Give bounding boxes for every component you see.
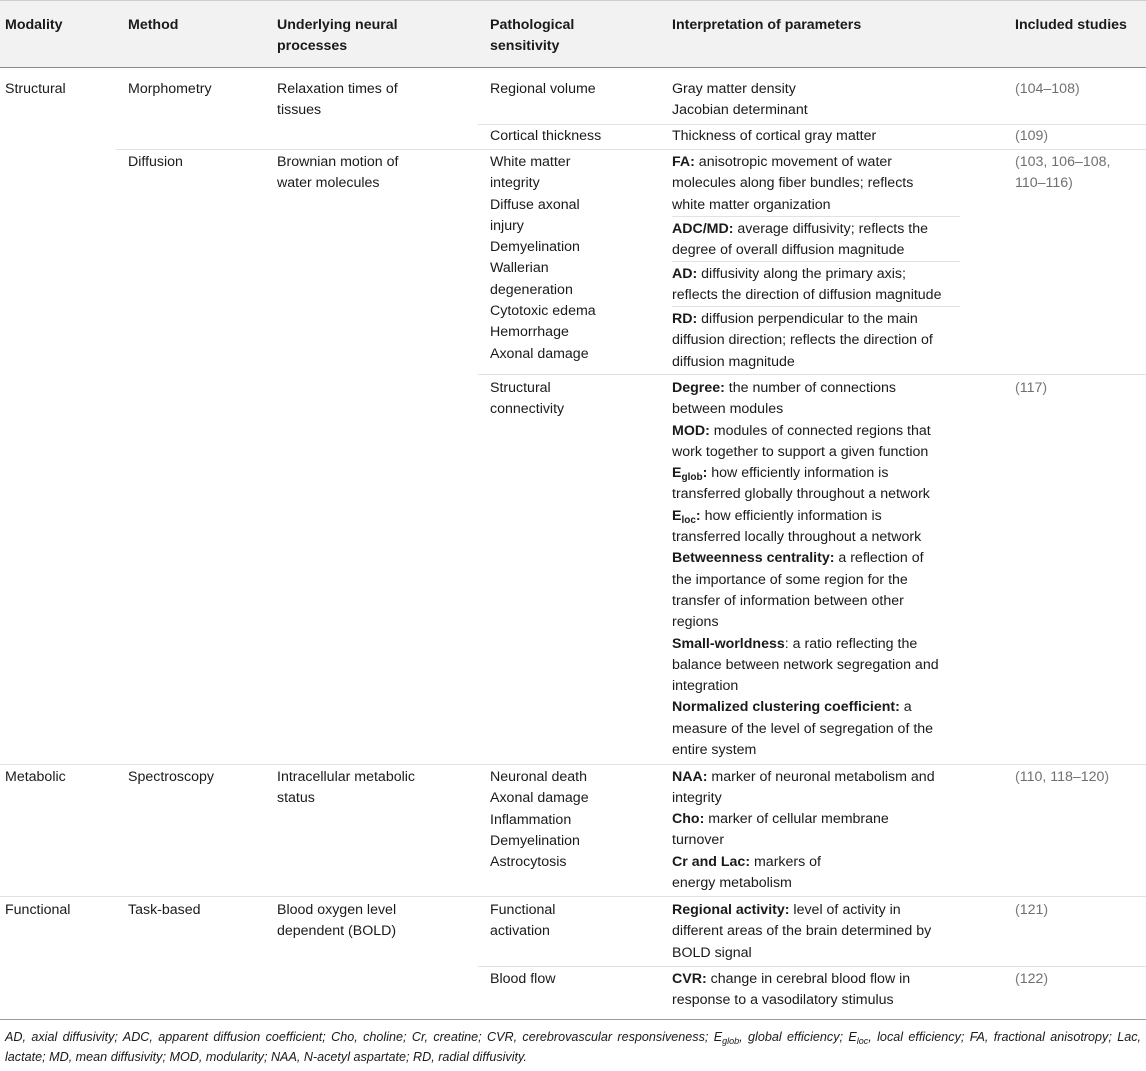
col-header-interpretation: Interpretation of parameters — [672, 17, 862, 33]
interp-cvr: CVR: change in cerebral blood flow in response to a vasodilatory stimulus — [672, 971, 911, 1009]
ref-link[interactable]: 104–108 — [1019, 81, 1075, 97]
sensitivity-diffusion-list: White matter integrity Diffuse axonal injury Demyelination Wallerian degeneration Cytotoxic edema Hemorrhage Axonal damage — [490, 154, 596, 362]
studies-row2: (109) — [1015, 128, 1049, 144]
interp-rd: RD: diffusion perpendicular to the main diffusion direction; reflects the direction of diffusion magnitude — [672, 311, 933, 370]
interp-adc-md: ADC/MD: average diffusivity; reflects the degree of overall diffusion magnitude — [672, 221, 928, 259]
interp-cortical-thickness: Thickness of cortical gray matter — [672, 128, 877, 144]
interp-ad: AD: diffusivity along the primary axis; reflects the direction of diffusion magnitude — [672, 266, 942, 304]
interp-connectivity: Degree: the number of connections between modules MOD: modules of connected regions that work together to support a given function $E_{glob}$: how efficiently information is transferred globally throughout a network $E_{loc}$: how efficiently information is transferred locally throughout a network Betweenness centrality: a reflection of the importance of some region for the transfer of information between other regions Small-worldness: a ratio reflecting the balance between network segregation and integration Normalized clustering coefficient: a measure of the level of segregation of the entire system — [672, 380, 939, 759]
col-header-method: Method — [128, 17, 179, 33]
ref-link[interactable]: 110, 118–120 — [1019, 769, 1105, 785]
interp-cr-lac: Cr and Lac: markers of energy metabolism — [672, 854, 821, 892]
sub-divider — [672, 261, 960, 262]
sensitivity-structural-connectivity: Structural connectivity — [490, 380, 565, 418]
table-header — [0, 0, 1146, 68]
sensitivity-cortical-thickness: Cortical thickness — [490, 128, 602, 144]
sensitivity-blood-flow: Blood flow — [490, 971, 556, 987]
row-divider — [116, 149, 1146, 150]
ref-link[interactable]: 109 — [1019, 128, 1044, 144]
ref-link[interactable]: 121 — [1019, 902, 1044, 918]
modality-structural: Structural — [5, 81, 66, 97]
row-divider — [478, 374, 1146, 375]
studies-row1: (104–108) — [1015, 81, 1080, 97]
process-morphometry: Relaxation times of tissues — [277, 81, 398, 119]
ref-link[interactable]: 117 — [1019, 380, 1043, 396]
sensitivity-metabolic-list: Neuronal death Axonal damage Inflammation Demyelination Astrocytosis — [490, 769, 589, 871]
method-spectroscopy: Spectroscopy — [128, 769, 214, 785]
modality-functional: Functional — [5, 902, 71, 918]
sub-divider — [672, 216, 960, 217]
table-bottom-rule — [0, 1019, 1146, 1020]
process-diffusion: Brownian motion of water molecules — [277, 154, 399, 192]
ref-link[interactable]: 122 — [1019, 971, 1044, 987]
studies-row4: (117) — [1015, 380, 1048, 396]
row-divider — [0, 896, 1146, 897]
table-footnote: AD, axial diffusivity; ADC, apparent diffusion coefficient; Cho, choline; Cr, creatine; CVR, cerebrovascular responsiveness; $E_{glob}$, global efficiency; $E_{loc}$, local efficiency; FA, fractional anisotropy; Lac, lactate; MD, mean diffusivity; MOD, modularity; NAA, N-acetyl aspartate; RD, radial diffusivity. — [5, 1030, 1141, 1064]
ref-link[interactable]: 110–116 — [1015, 175, 1069, 192]
studies-row6: (121) — [1015, 902, 1049, 918]
interp-naa: NAA: marker of neuronal metabolism and integrity — [672, 769, 935, 807]
process-bold: Blood oxygen level dependent (BOLD) — [277, 902, 397, 940]
interp-regional-activity: Regional activity: level of activity in different areas of the brain determined by BOLD signal — [672, 902, 932, 961]
col-header-studies: Included studies — [1015, 17, 1127, 33]
sensitivity-regional-volume: Regional volume — [490, 81, 596, 97]
method-diffusion: Diffusion — [128, 154, 183, 170]
studies-row3: (103, 106–108, 110–116) — [1015, 154, 1111, 192]
col-header-sensitivity: Pathological sensitivity — [490, 17, 575, 55]
studies-row7: (122) — [1015, 971, 1049, 987]
interp-cho: Cho: marker of cellular membrane turnover — [672, 811, 889, 849]
method-morphometry: Morphometry — [128, 81, 212, 97]
method-task-based: Task-based — [128, 902, 201, 918]
interp-regional-volume: Gray matter density Jacobian determinant — [672, 81, 808, 119]
row-divider — [0, 764, 1146, 765]
col-header-processes: Underlying neural processes — [277, 17, 398, 55]
ref-link[interactable]: 103, 106–108, — [1019, 154, 1111, 170]
modality-metabolic: Metabolic — [5, 769, 66, 785]
row-divider — [478, 124, 1146, 125]
interp-fa: FA: anisotropic movement of water molecules along fiber bundles; reflects white matter organization — [672, 154, 914, 213]
sensitivity-functional-activation: Functional activation — [490, 902, 556, 940]
studies-row5: (110, 118–120) — [1015, 769, 1110, 785]
row-divider — [478, 966, 1146, 967]
sub-divider — [672, 306, 960, 307]
process-spectroscopy: Intracellular metabolic status — [277, 769, 415, 807]
col-header-modality: Modality — [5, 17, 63, 33]
